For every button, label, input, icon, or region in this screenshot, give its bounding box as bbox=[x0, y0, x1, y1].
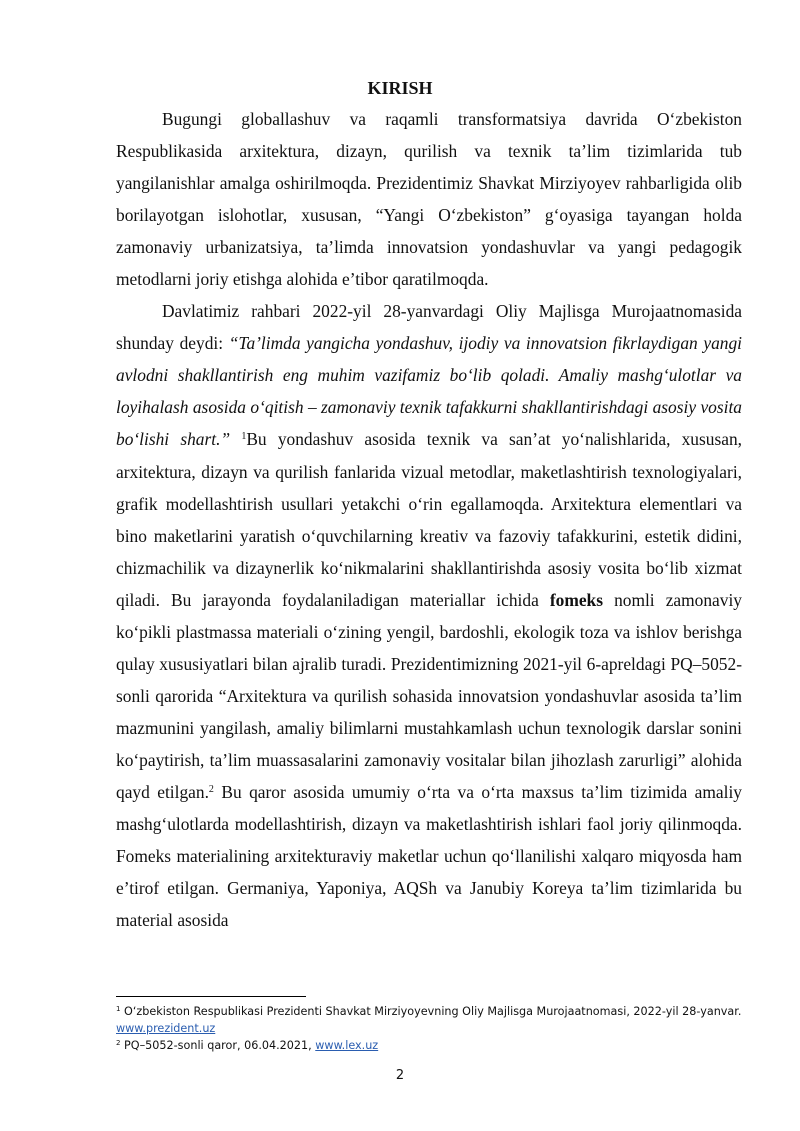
footnote-2-link[interactable]: www.lex.uz bbox=[315, 1039, 379, 1052]
president-quote: “Ta’limda yangicha yondashuv, ijodiy va innovatsion fikrlaydigan yangi avlodni shakllantirish eng muhim vazifamiz bo‘lib qoladi. Amaliy mashg‘ulotlar va loyihalash asosida o‘qitish – zamonaviy texnik tafakkurni shakllantirishdagi asosiy vosita bo‘lishi shart.” bbox=[116, 333, 742, 450]
paragraph-2-intro: Davlatimiz rahbari 2022-yil 28-yanvardagi Oliy Majlisga Murojaatnomasida shunday deydi: bbox=[116, 301, 742, 354]
footnote-1-mark: 1 bbox=[116, 1005, 121, 1013]
footnote-separator bbox=[116, 996, 306, 997]
section-heading: KIRISH bbox=[367, 78, 433, 98]
footnote-2-mark: 2 bbox=[116, 1039, 121, 1047]
body-text bbox=[116, 103, 742, 936]
page-number: 2 bbox=[395, 1068, 405, 1083]
footnote-2-text: PQ–5052-sonli qaror, 06.04.2021, bbox=[120, 1039, 316, 1052]
footnote-2 bbox=[116, 1037, 746, 1054]
paragraph-2 bbox=[116, 295, 742, 936]
footnotes bbox=[116, 1003, 746, 1054]
paragraph-1: Bugungi globallashuv va raqamli transformatsiya davrida O‘zbekiston Respublikasida arxitektura, dizayn, qurilish va texnik ta’lim tizimlarida tub yangilanishlar amalga oshirilmoqda. Prezidentimiz Shavkat Mirziyoyev rahbarligida olib borilayotgan islohotlar, xususan, “Yangi O‘zbekiston” g‘oyasiga tayangan holda zamonaviy urbanizatsiya, ta’limda innovatsion yondashuvlar va yangi pedagogik metodlarni joriy etishga alohida e’tibor qaratilmoqda. bbox=[116, 109, 742, 290]
paragraph-2-text-b: nomli zamonaviy ko‘pikli plastmassa materiali o‘zining yengil, bardoshli, ekologik toza va ishlov berishga qulay xususiyatlari bilan ajralib turadi. Prezidentimizning 2021-yil 6-apreldagi PQ–5052-sonli qarorida “Arxitektura va qurilish sohasida innovatsion yondashuvlar asosida ta’lim mazmunini yangilash, amaliy bilimlarni mustahkamlash uchun texnologik darslar sonini ko‘paytirish, ta’lim muassasalarini zamonaviy vositalar bilan jihozlash zarurligi” alohida qayd etilgan. bbox=[116, 589, 743, 802]
footnote-1-text: O‘zbekiston Respublikasi Prezidenti Shavkat Mirziyoyevning Oliy Majlisga Murojaatnomasi, 2022-yil 28-yanvar. bbox=[120, 1005, 742, 1018]
footnote-1 bbox=[116, 1003, 746, 1037]
paragraph-2-text-a: Bu yondashuv asosida texnik va san’at yo‘nalishlarida, xususan, arxitektura, dizayn va qurilish fanlarida vizual metodlar, maketlashtirish texnologiyalari, grafik modellashtirish usullari yetakchi o‘rin egallamoqda. Arxitektura elementlari va bino maketlarini yaratish o‘quvchilarning kreativ va fazoviy tafakkurini, estetik didini, chizmachilik va dizaynerlik ko‘nikmalarini shakllantirishda asosiy vosita bo‘lib xizmat qiladi. Bu jarayonda foydalaniladigan materiallar ichida bbox=[116, 429, 742, 610]
footnote-1-link[interactable]: www.prezident.uz bbox=[116, 1022, 216, 1035]
paragraph-2-text-c: Bu qaror asosida umumiy o‘rta va o‘rta maxsus ta’lim tizimida amaliy mashg‘ulotlarda modellashtirish, dizayn va maketlashtirish ishlari faol joriy qilinmoqda. Fomeks materialining arxitekturaviy maketlar uchun qo‘llanilishi xalqaro miqyosda ham e’tirof etilgan. Germaniya, Yaponiya, AQSh va Janubiy Koreya ta’lim tizimlarida bu material asosida bbox=[116, 781, 743, 931]
footnote-ref-2[interactable]: 2 bbox=[208, 783, 214, 795]
bold-term: fomeks bbox=[549, 589, 603, 610]
footnote-ref-1[interactable]: 1 bbox=[241, 431, 247, 443]
